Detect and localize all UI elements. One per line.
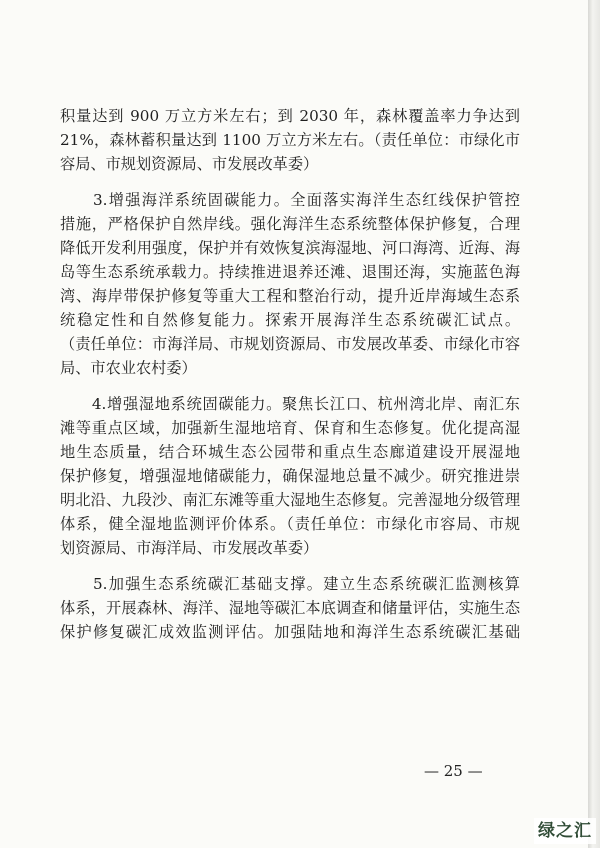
- paragraph-carbon-sink-support: [60, 572, 520, 644]
- text-line: 积量达到 900 万立方米左右；到 2030 年，森林覆盖率力争达到: [60, 107, 520, 125]
- text-line: 容局、市规划资源局、市发展改革委）: [60, 155, 319, 173]
- text-line: 3.增强海洋系统固碳能力。全面落实海洋生态红线保护管控: [60, 191, 520, 209]
- text-line: 体系，开展森林、海洋、湿地等碳汇本底调查和储量评估，实施生态: [60, 599, 520, 617]
- text-line: 统稳定性和自然修复能力。探索开展海洋生态系统碳汇试点。: [60, 311, 520, 329]
- text-line: 保护修复，增强湿地储碳能力，确保湿地总量不减少。研究推进崇: [60, 467, 520, 485]
- text-line: 岛等生态系统承载力。持续推进退养还滩、退围还海，实施蓝色海: [60, 263, 520, 281]
- watermark-logo: 绿之汇: [534, 818, 596, 844]
- text-line: 降低开发利用强度，保护并有效恢复滨海湿地、河口海湾、近海、海: [60, 239, 520, 257]
- body-text: [60, 104, 520, 644]
- text-line: （责任单位：市海洋局、市规划资源局、市发展改革委、市绿化市容: [60, 335, 520, 353]
- text-line: 措施，严格保护自然岸线。强化海洋生态系统整体保护修复，合理: [60, 215, 520, 233]
- text-line: 划资源局、市海洋局、市发展改革委）: [60, 539, 319, 557]
- text-line: 明北沿、九段沙、南汇东滩等重大湿地生态修复。完善湿地分级管理: [60, 491, 520, 509]
- text-line: 4.增强湿地系统固碳能力。聚焦长江口、杭州湾北岸、南汇东: [60, 395, 520, 413]
- text-line: 滩等重点区域，加强新生湿地培育、保育和生态修复。优化提高湿: [60, 419, 520, 437]
- text-line: 21%，森林蓄积量达到 1100 万立方米左右。（责任单位：市绿化市: [60, 131, 520, 149]
- text-line: 体系，健全湿地监测评价体系。（责任单位：市绿化市容局、市规: [60, 515, 520, 533]
- text-line: 湾、海岸带保护修复等重大工程和整治行动，提升近岸海域生态系: [60, 287, 520, 305]
- page-number: — 25 —: [424, 762, 483, 780]
- paragraph-forest-targets: [60, 104, 520, 176]
- paragraph-wetland-carbon: [60, 392, 520, 560]
- paragraph-marine-carbon: [60, 188, 520, 380]
- text-line: 5.加强生态系统碳汇基础支撑。建立生态系统碳汇监测核算: [60, 575, 520, 593]
- text-line: 局、市农业农村委）: [60, 359, 197, 377]
- page-edge-shadow: [588, 0, 600, 848]
- text-line: 保护修复碳汇成效监测评估。加强陆地和海洋生态系统碳汇基础: [60, 623, 520, 641]
- text-line: 地生态质量，结合环城生态公园带和重点生态廊道建设开展湿地: [60, 443, 520, 461]
